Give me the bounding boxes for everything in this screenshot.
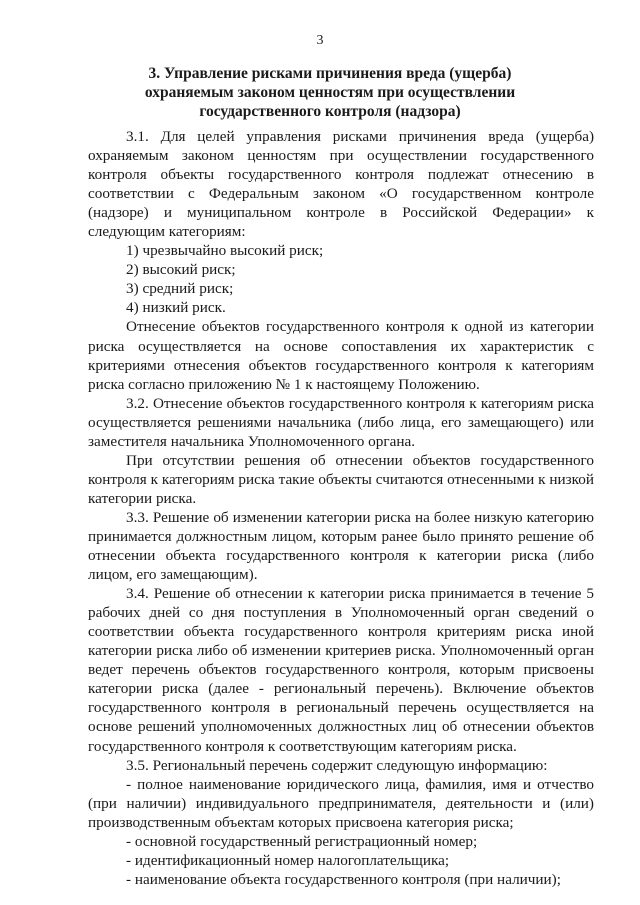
section-heading-line-1: 3. Управление рисками причинения вреда (ущерба) — [148, 65, 512, 82]
page-number: 3 — [316, 33, 324, 48]
section-heading-line-3: государственного контроля (надзора) — [199, 103, 461, 120]
paragraph-assignment: Отнесение объектов государственного контроля к одной из категории риска осуществляется на основе сопоставления их характеристик с критериями отнесения объектов государственного контроля к категориям риска согласно приложению № 1 к настоящему Положению. — [88, 318, 594, 393]
risk-category-item: 1) чрезвычайно высокий риск; — [126, 242, 324, 260]
register-info-item: - полное наименование юридического лица, фамилия, имя и отчество (при наличии) индивидуального предпринимателя, деятельности и (или) производственным объектам которых присвоена категория риска; — [88, 775, 594, 831]
risk-category-item: 2) высокий риск; — [126, 261, 236, 279]
risk-category-item: 3) средний риск; — [126, 280, 234, 298]
section-heading-line-2: охраняемым законом ценностям при осуществлении — [144, 84, 516, 101]
register-info-item: - идентификационный номер налогоплательщика; — [126, 851, 450, 869]
register-info-item: - наименование объекта государственного контроля (при наличии); — [126, 870, 561, 888]
register-info-item: - основной государственный регистрационный номер; — [126, 832, 478, 850]
section-heading — [60, 64, 600, 121]
section-body — [88, 127, 594, 889]
paragraph-absent-decision: При отсутствии решения об отнесении объектов государственного контроля к категориям риска такие объекты считаются отнесенными к низкой категории риска. — [88, 451, 594, 507]
paragraph-3-4: 3.4. Решение об отнесении к категории риска принимается в течение 5 рабочих дней со дня поступления в Уполномоченный орган сведений о соответствии объекта государственного контроля критериям риска иной категории риска либо об изменении критериев риска. Уполномоченный орган ведет перечень объектов государственного контроля, которым присвоены категории риска (далее - региональный перечень). Включение объектов государственного контроля в региональный перечень осуществляется на основе решений уполномоченных должностных лиц об отнесении объектов государственного контроля к соответствующим категориям риска. — [88, 585, 594, 755]
paragraph-3-2: 3.2. Отнесение объектов государственного контроля к категориям риска осуществляется решениями начальника (либо лица, его замещающего) или заместителя начальника Уполномоченного органа. — [88, 394, 594, 450]
risk-category-item: 4) низкий риск. — [126, 299, 226, 317]
paragraph-3-5: 3.5. Региональный перечень содержит следующую информацию: — [126, 756, 548, 774]
paragraph-3-3: 3.3. Решение об изменении категории риска на более низкую категорию принимается должностным лицом, которым ранее было принято решение об отнесении объекта государственного контроля к категории риска (либо лицом, его замещающим). — [88, 508, 594, 584]
paragraph-3-1: 3.1. Для целей управления рисками причинения вреда (ущерба) охраняемым законом ценностям при осуществлении государственного контроля объекты государственного контроля подлежат отнесению в соответствии с Федеральным законом «О государственном контроле (надзоре) и муниципальном контроле в Российской Федерации» к следующим категориям: — [88, 128, 594, 241]
